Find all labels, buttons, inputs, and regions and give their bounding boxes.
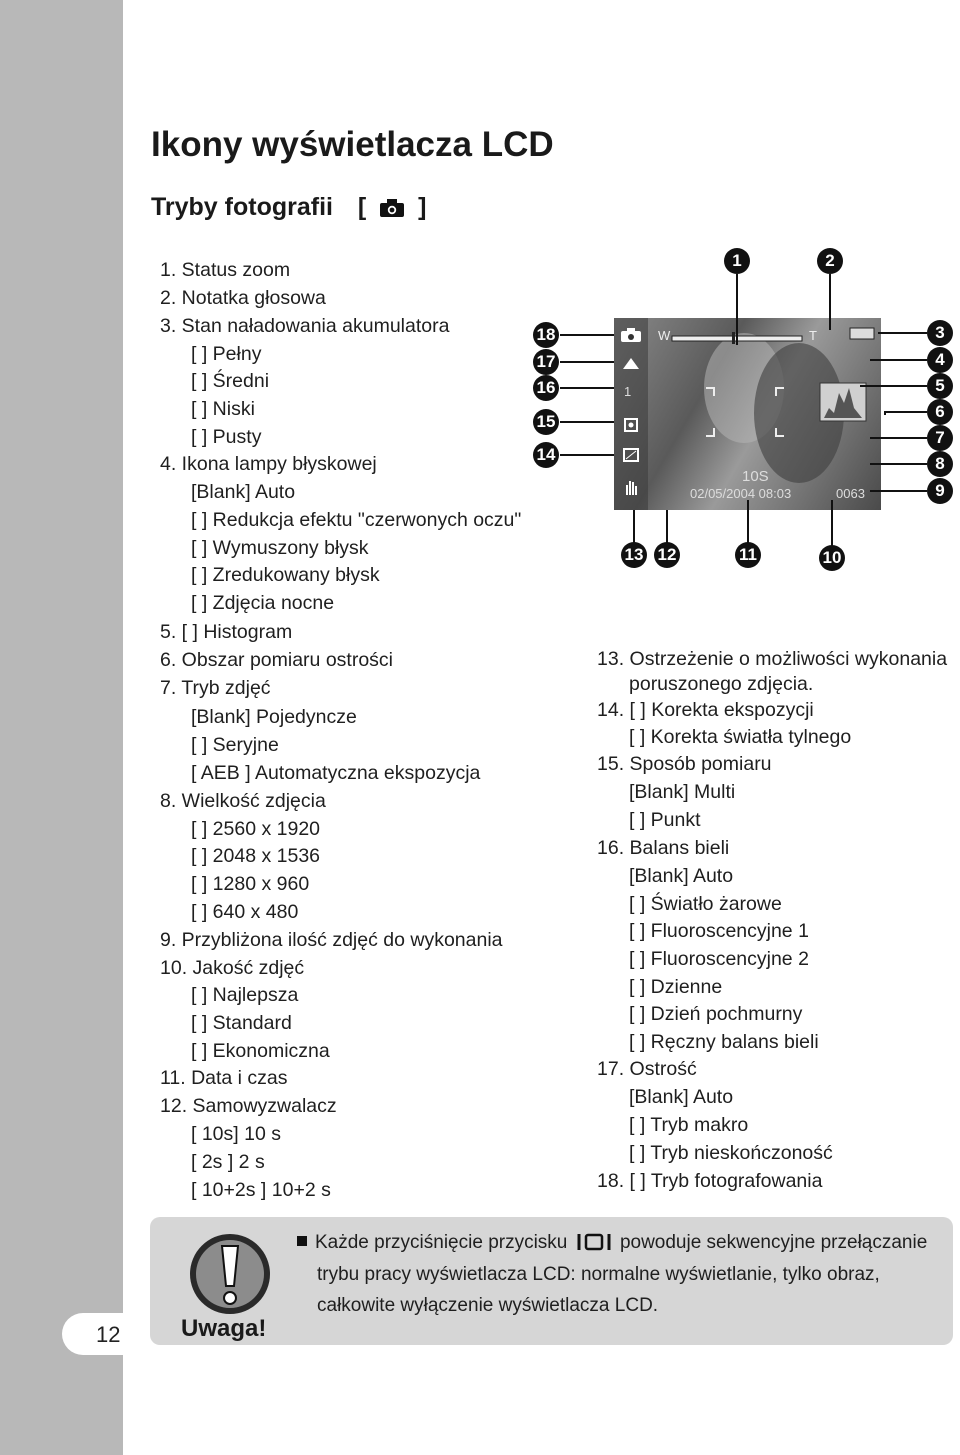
callout-10: 10	[819, 545, 845, 571]
left-legend-item-15: 6. Obszar pomiaru ostrości	[160, 649, 394, 671]
callout-11: 11	[735, 542, 761, 568]
callout-16: 16	[533, 375, 559, 401]
left-legend-item-6: [ ] Niski	[191, 398, 255, 420]
page-sidebar	[0, 0, 123, 1455]
note-line-1b: powoduje sekwencyjne przełączanie	[619, 1232, 928, 1253]
callout-3: 3	[927, 320, 953, 346]
page-number: 12	[96, 1322, 121, 1347]
left-legend-item-1: 1. Status zoom	[160, 259, 291, 281]
page-title: Ikony wyświetlacza LCD	[151, 125, 554, 164]
bracket-close: ]	[418, 193, 427, 221]
left-legend-item-34: [ 10+2s ] 10+2 s	[191, 1179, 331, 1201]
lcd-count: 0063	[836, 486, 865, 501]
callout-2: 2	[817, 248, 843, 274]
right-legend-item-18: [ ] Tryb makro	[629, 1114, 749, 1136]
left-legend-item-11: [ ] Wymuszony błysk	[191, 537, 369, 559]
left-legend-item-23: [ ] 1280 x 960	[191, 873, 310, 895]
lcd-camera-icon	[620, 327, 642, 343]
lcd-zoom-t: T	[809, 328, 817, 343]
left-legend-item-13: [ ] Zdjęcia nocne	[191, 592, 335, 614]
lcd-infinity-icon	[622, 356, 640, 370]
lcd-date: 02/05/2004 08:03	[690, 486, 792, 501]
right-legend-item-19: [ ] Tryb nieskończoność	[629, 1142, 833, 1164]
left-legend-item-16: 7. Tryb zdjęć	[160, 677, 271, 699]
right-legend-item-8: 16. Balans bieli	[597, 837, 730, 859]
left-legend-item-31: 12. Samowyzwalacz	[160, 1095, 337, 1117]
lcd-shake-icon	[623, 478, 639, 496]
callout-1: 1	[724, 248, 750, 274]
callout-4: 4	[927, 347, 953, 373]
note-label: Uwaga!	[181, 1315, 267, 1342]
lcd-zoom-w: W	[658, 328, 671, 343]
left-legend-item-19: [ AEB ] Automatyczna ekspozycja	[191, 762, 481, 784]
right-legend-item-17: [Blank] Auto	[629, 1086, 734, 1108]
right-legend-item-3: 14. [ ] Korekta ekspozycji	[597, 699, 814, 721]
callout-8: 8	[927, 451, 953, 477]
note-line-3: całkowite wyłączenie wyświetlacza LCD.	[317, 1295, 659, 1316]
callout-12: 12	[654, 542, 680, 568]
right-legend-item-11: [ ] Fluoroscencyjne 1	[629, 920, 809, 942]
callout-18: 18	[533, 322, 559, 348]
callout-7: 7	[927, 425, 953, 451]
note-line-2: trybu pracy wyświetlacza LCD: normalne wyświetlanie, tylko obraz,	[317, 1264, 880, 1285]
right-legend-item-14: [ ] Dzień pochmurny	[629, 1003, 803, 1025]
lcd-spot-icon	[624, 418, 638, 432]
left-legend-item-8: 4. Ikona lampy błyskowej	[160, 453, 377, 475]
right-legend-item-1: 13. Ostrzeżenie o możliwości wykonania	[597, 648, 948, 670]
lcd-single-shot: 1	[624, 384, 632, 399]
right-legend-item-12: [ ] Fluoroscencyjne 2	[629, 948, 809, 970]
callout-9: 9	[927, 478, 953, 504]
lcd-button-icon	[577, 1232, 611, 1252]
callout-17: 17	[533, 349, 559, 375]
left-legend-item-27: [ ] Najlepsza	[191, 984, 299, 1006]
lcd-screen-illustration	[614, 318, 881, 510]
left-legend-item-12: [ ] Zredukowany błysk	[191, 564, 380, 586]
left-legend-item-14: 5. [ ] Histogram	[160, 621, 293, 643]
lcd-backlight-icon	[623, 448, 639, 462]
right-legend-item-20: 18. [ ] Tryb fotografowania	[597, 1170, 823, 1192]
note-line-1	[297, 1232, 927, 1254]
right-legend-item-16: 17. Ostrość	[597, 1058, 697, 1080]
left-legend-item-30: 11. Data i czas	[160, 1067, 288, 1089]
callout-5: 5	[927, 373, 953, 399]
right-legend-item-4: [ ] Korekta światła tylnego	[629, 726, 852, 748]
right-legend-item-2: poruszonego zdjęcia.	[629, 673, 814, 695]
left-legend-item-25: 9. Przybliżona ilość zdjęć do wykonania	[160, 929, 503, 951]
left-legend-item-28: [ ] Standard	[191, 1012, 292, 1034]
left-legend-item-5: [ ] Średni	[191, 370, 270, 392]
callout-15: 15	[533, 409, 559, 435]
left-legend-item-2: 2. Notatka głosowa	[160, 287, 326, 309]
left-legend-item-32: [ 10s] 10 s	[191, 1123, 281, 1145]
right-legend-item-15: [ ] Ręczny balans bieli	[629, 1031, 819, 1053]
lcd-selftimer: 10S	[742, 468, 769, 485]
left-legend-item-20: 8. Wielkość zdjęcia	[160, 790, 326, 812]
callout-13: 13	[621, 542, 647, 568]
left-legend-item-33: [ 2s ] 2 s	[191, 1151, 265, 1173]
left-legend-item-21: [ ] 2560 x 1920	[191, 818, 321, 840]
callout-14: 14	[533, 442, 559, 468]
left-legend-item-17: [Blank] Pojedyncze	[191, 706, 357, 728]
left-legend-item-10: [ ] Redukcja efektu "czerwonych oczu"	[191, 509, 522, 531]
callout-6: 6	[927, 399, 953, 425]
camera-icon	[379, 198, 405, 218]
left-legend-item-18: [ ] Seryjne	[191, 734, 279, 756]
bracket-open: [	[357, 193, 367, 221]
note-line-1a: Każde przyciśnięcie przycisku	[315, 1232, 568, 1253]
right-legend-item-10: [ ] Światło żarowe	[629, 893, 782, 915]
left-legend-item-4: [ ] Pełny	[191, 343, 262, 365]
bullet-icon	[297, 1236, 307, 1246]
left-legend-item-7: [ ] Pusty	[191, 426, 262, 448]
left-legend-item-3: 3. Stan naładowania akumulatora	[160, 315, 450, 337]
left-legend-item-29: [ ] Ekonomiczna	[191, 1040, 330, 1062]
left-legend-item-24: [ ] 640 x 480	[191, 901, 299, 923]
left-legend-item-26: 10. Jakość zdjęć	[160, 957, 305, 979]
section-title	[151, 193, 426, 222]
section-title-text: Tryby fotografii	[151, 193, 333, 221]
right-legend-item-7: [ ] Punkt	[629, 809, 701, 831]
right-legend-item-13: [ ] Dzienne	[629, 976, 723, 998]
right-legend-item-6: [Blank] Multi	[629, 781, 736, 803]
warning-icon	[188, 1232, 272, 1316]
left-legend-item-22: [ ] 2048 x 1536	[191, 845, 321, 867]
right-legend-item-5: 15. Sposób pomiaru	[597, 753, 772, 775]
left-legend-item-9: [Blank] Auto	[191, 481, 296, 503]
right-legend-item-9: [Blank] Auto	[629, 865, 734, 887]
